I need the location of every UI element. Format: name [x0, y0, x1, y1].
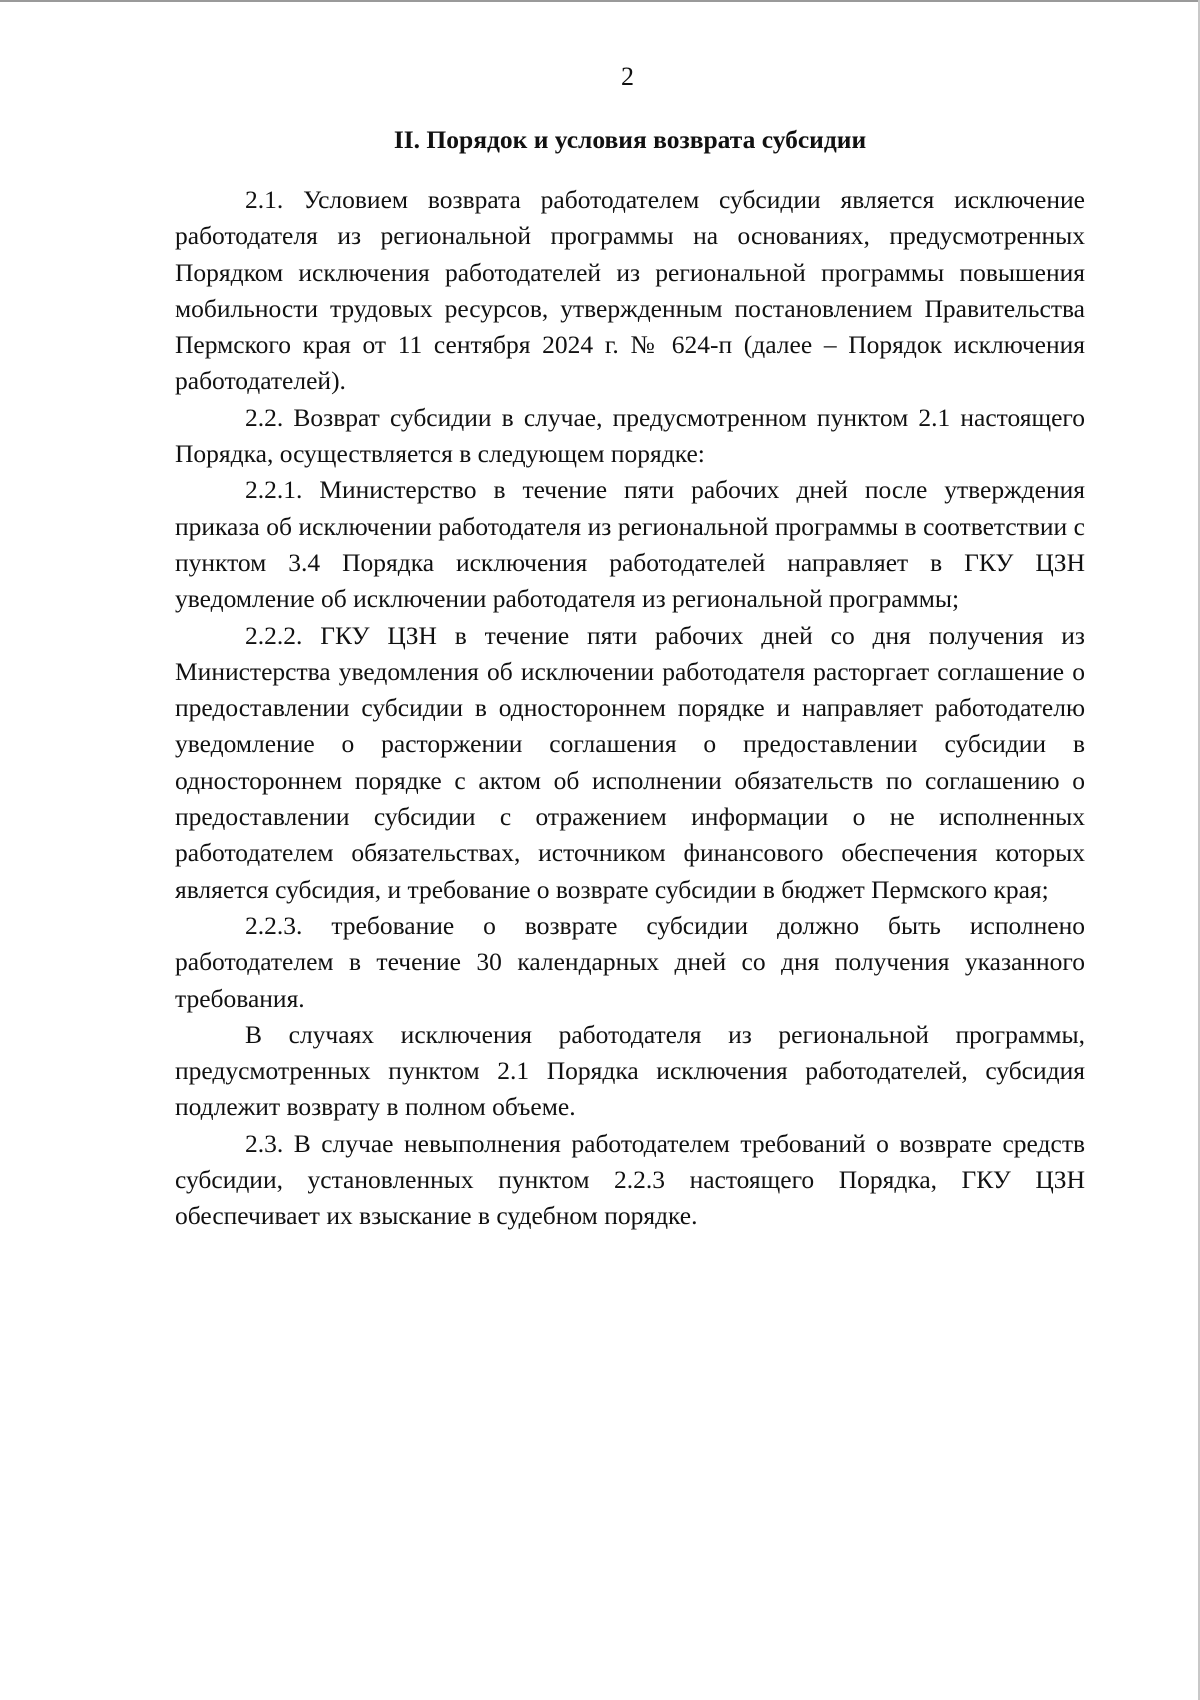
section-body [175, 182, 1085, 1235]
paragraph-exclusion-cases: В случаях исключения работодателя из региональной программы, предусмотренных пунктом 2.1 Порядка исключения работодателей, субсидия подлежит возврату в полном объеме. [175, 1019, 1085, 1122]
page-top-edge [0, 0, 1200, 2]
paragraph-2-1: 2.1. Условием возврата работодателем субсидии является исключение работодателя из региональной программы на основаниях, предусмотренных Порядком исключения работодателей из региональной программы повышения мобильности трудовых ресурсов, утвержденным постановлением Правительства Пермского края от 11 сентября 2024 г. № 624-п (далее – Порядок исключения работодателей). [175, 185, 1085, 396]
paragraph-2-2-3: 2.2.3. требование о возврате субсидии должно быть исполнено работодателем в течение 30 календарных дней со дня получения указанного требования. [175, 910, 1085, 1013]
section-heading: II. Порядок и условия возврата субсидии [393, 125, 867, 154]
paragraph-2-2-1: 2.2.1. Министерство в течение пяти рабочих дней после утверждения приказа об исключении работодателя из региональной программы в соответствии с пунктом 3.4 Порядка исключения работодателей направляет в ГКУ ЦЗН уведомление об исключении работодателя из региональной программы; [175, 475, 1085, 614]
paragraph-2-2: 2.2. Возврат субсидии в случае, предусмотренном пунктом 2.1 настоящего Порядка, осуществляется в следующем порядке: [175, 402, 1085, 469]
paragraph-2-2-2: 2.2.2. ГКУ ЦЗН в течение пяти рабочих дней со дня получения из Министерства уведомления об исключении работодателя расторгает соглашение о предоставлении субсидии в одностороннем порядке и направляет работодателю уведомление о расторжении соглашения о предоставлении субсидии в одностороннем порядке с актом об исполнении обязательств по соглашению о предоставлении субсидии с отражением информации о не исполненных работодателем обязательствах, источником финансового обеспечения которых является субсидия, и требование о возврате субсидии в бюджет Пермского края; [175, 620, 1085, 904]
paragraph-2-3: 2.3. В случае невыполнения работодателем требований о возврате средств субсидии, установленных пунктом 2.2.3 настоящего Порядка, ГКУ ЦЗН обеспечивает их взыскание в судебном порядке. [175, 1128, 1085, 1231]
page-number: 2 [621, 62, 634, 91]
